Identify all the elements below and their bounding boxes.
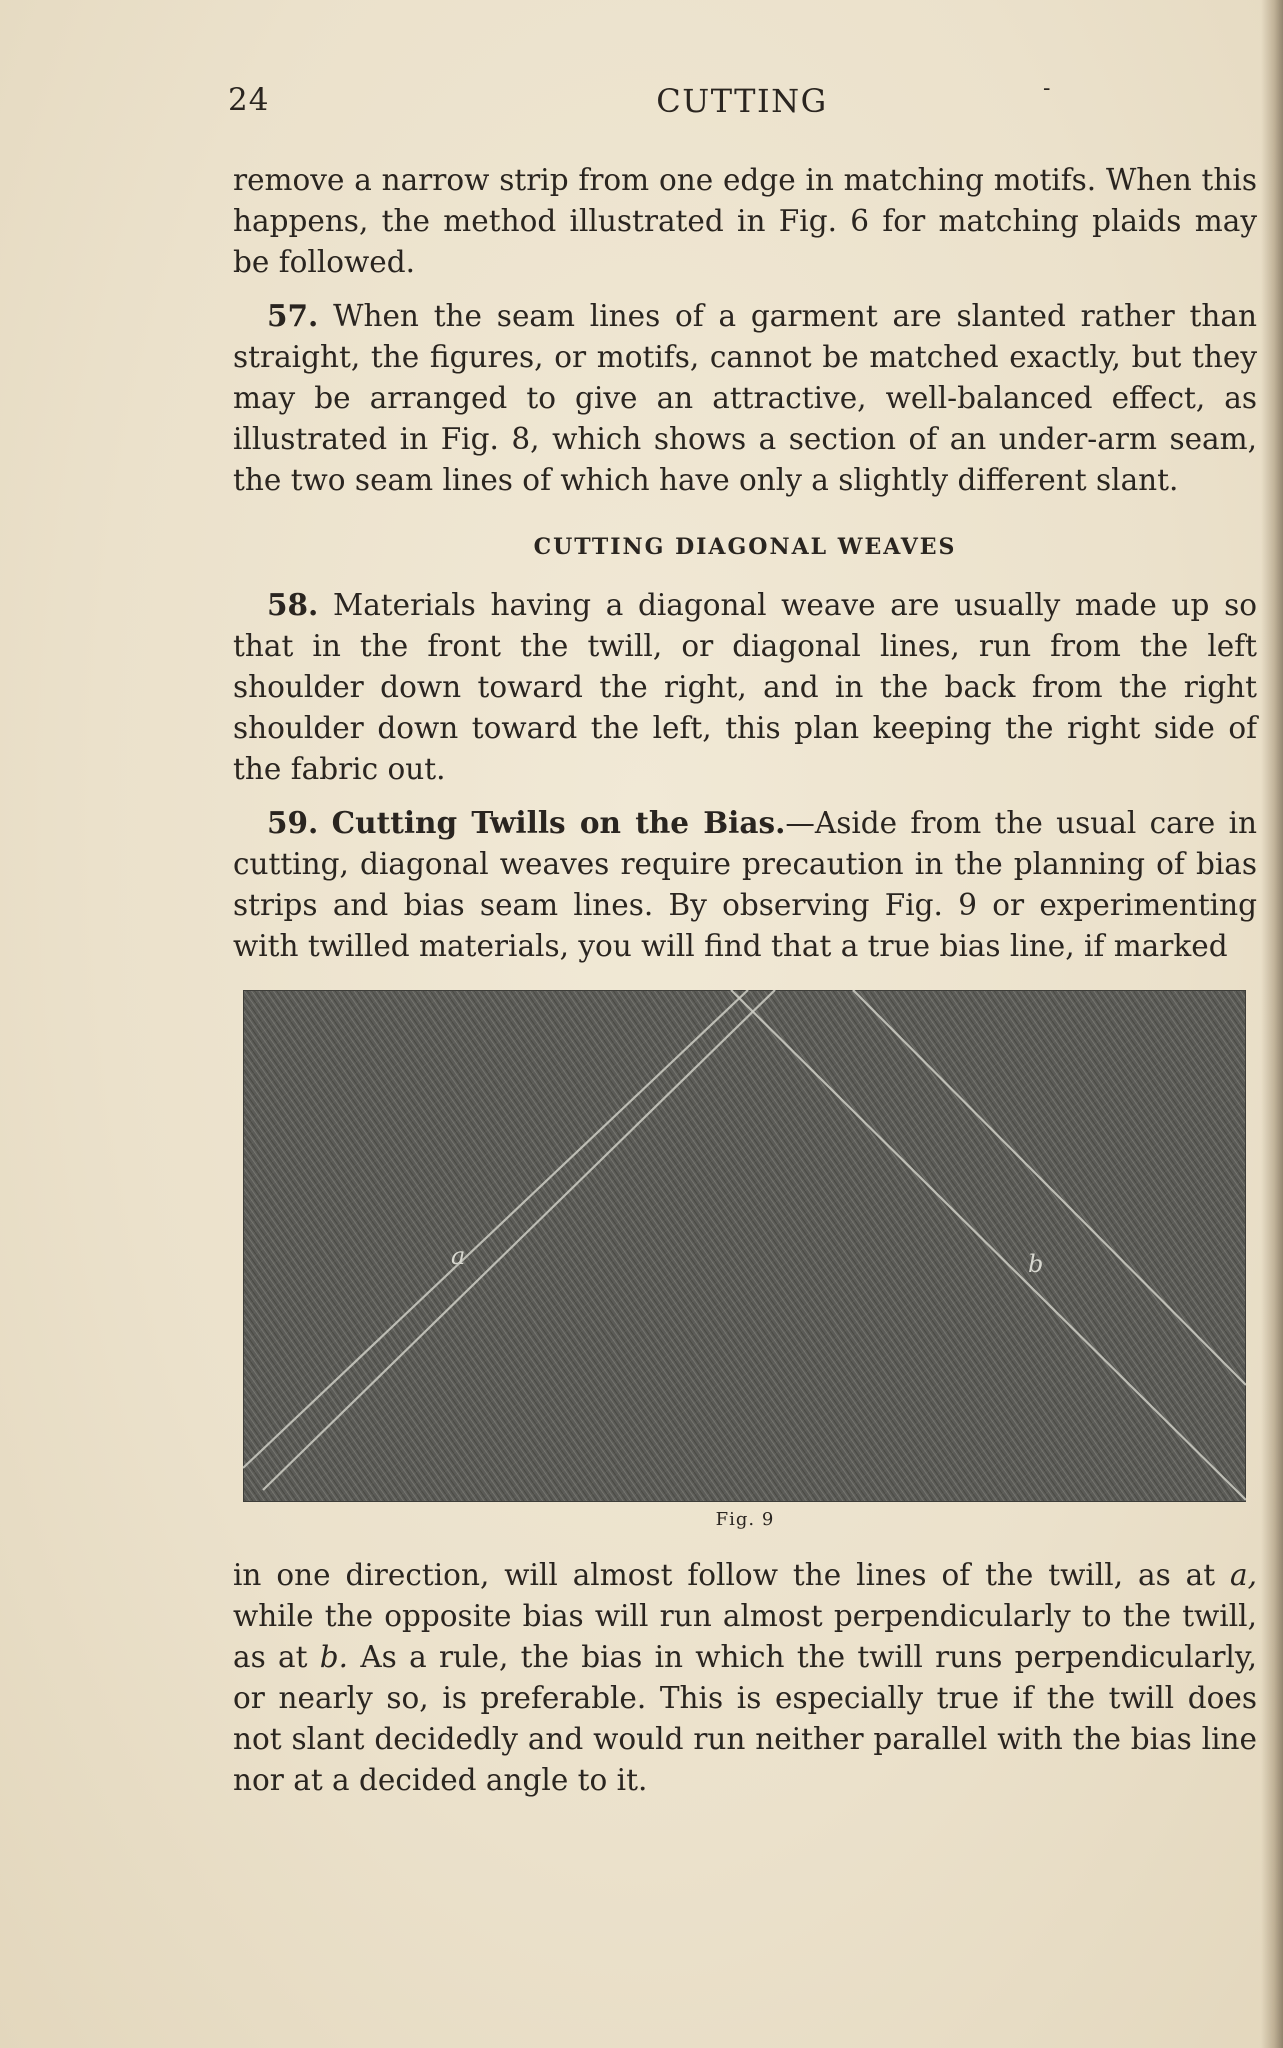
figure-label-b: b xyxy=(1028,1250,1044,1278)
paragraph-text: When the seam lines of a garment are slanted rather than straight, the figures, or motifs, cannot be matched exactly, but they may be arranged to give an attractive, well-balanced effect, as illustrated in Fig. 8, which shows a section of an under-arm seam, the two seam lines of which have only a slightly different slant. xyxy=(233,299,1257,497)
page-header xyxy=(228,76,1256,132)
paragraph-title: Cutting Twills on the Bias. xyxy=(331,805,786,840)
fabric-texture xyxy=(243,990,1246,1502)
paragraph-number: 58. xyxy=(267,587,319,622)
running-head: CUTTING xyxy=(656,82,828,120)
page-edge-shadow xyxy=(1261,0,1283,2048)
italic-label-b: b. xyxy=(319,1640,349,1674)
figure-caption: Fig. 9 xyxy=(715,1509,775,1530)
figure-label-a: a xyxy=(451,1242,466,1270)
paragraph-number: 59. xyxy=(267,805,319,840)
paragraph-57 xyxy=(233,295,1257,501)
figure-9-twill-fabric xyxy=(243,990,1246,1502)
paragraph-text: Materials having a diagonal weave are usually made up so that in the front the twill, or diagonal lines, run from the left shoulder down toward the right, and in the back from the right shoulder down toward the left, this plan keeping the right side of the fabric out. xyxy=(233,588,1257,786)
paragraph-text: while the opposite bias will run almost perpendicularly to the twill, as at xyxy=(233,1599,1257,1674)
body-text-top xyxy=(233,160,1257,979)
italic-label-a: a, xyxy=(1230,1558,1257,1592)
paragraph-58 xyxy=(233,584,1257,790)
body-text-bottom xyxy=(233,1555,1257,1813)
paragraph-number: 57. xyxy=(267,298,319,333)
paragraph-text: As a rule, the bias in which the twill runs perpendicularly, or nearly so, is preferable. This is especially true if the twill does not slant decidedly and would run neither parallel with the bias line nor at a decided angle to it. xyxy=(233,1640,1257,1797)
paragraph-59-continued xyxy=(233,1555,1257,1801)
paragraph-text: in one direction, will almost follow the lines of the twill, as at xyxy=(233,1558,1231,1592)
section-heading: CUTTING DIAGONAL WEAVES xyxy=(533,534,957,560)
paragraph-59 xyxy=(233,802,1257,967)
fabric-illustration xyxy=(243,990,1246,1502)
stray-mark: - xyxy=(1043,76,1051,101)
paragraph-text: —Aside from the usual care in cutting, diagonal weaves require precaution in the planning of bias strips and bias seam lines. By observing Fig. 9 or experimenting with twilled materials, you will find that a true bias line, if marked xyxy=(233,806,1258,963)
paragraph-continued: remove a narrow strip from one edge in matching motifs. When this happens, the method illustrated in Fig. 6 for matching plaids may be followed. xyxy=(233,163,1257,279)
page-number: 24 xyxy=(228,82,270,118)
